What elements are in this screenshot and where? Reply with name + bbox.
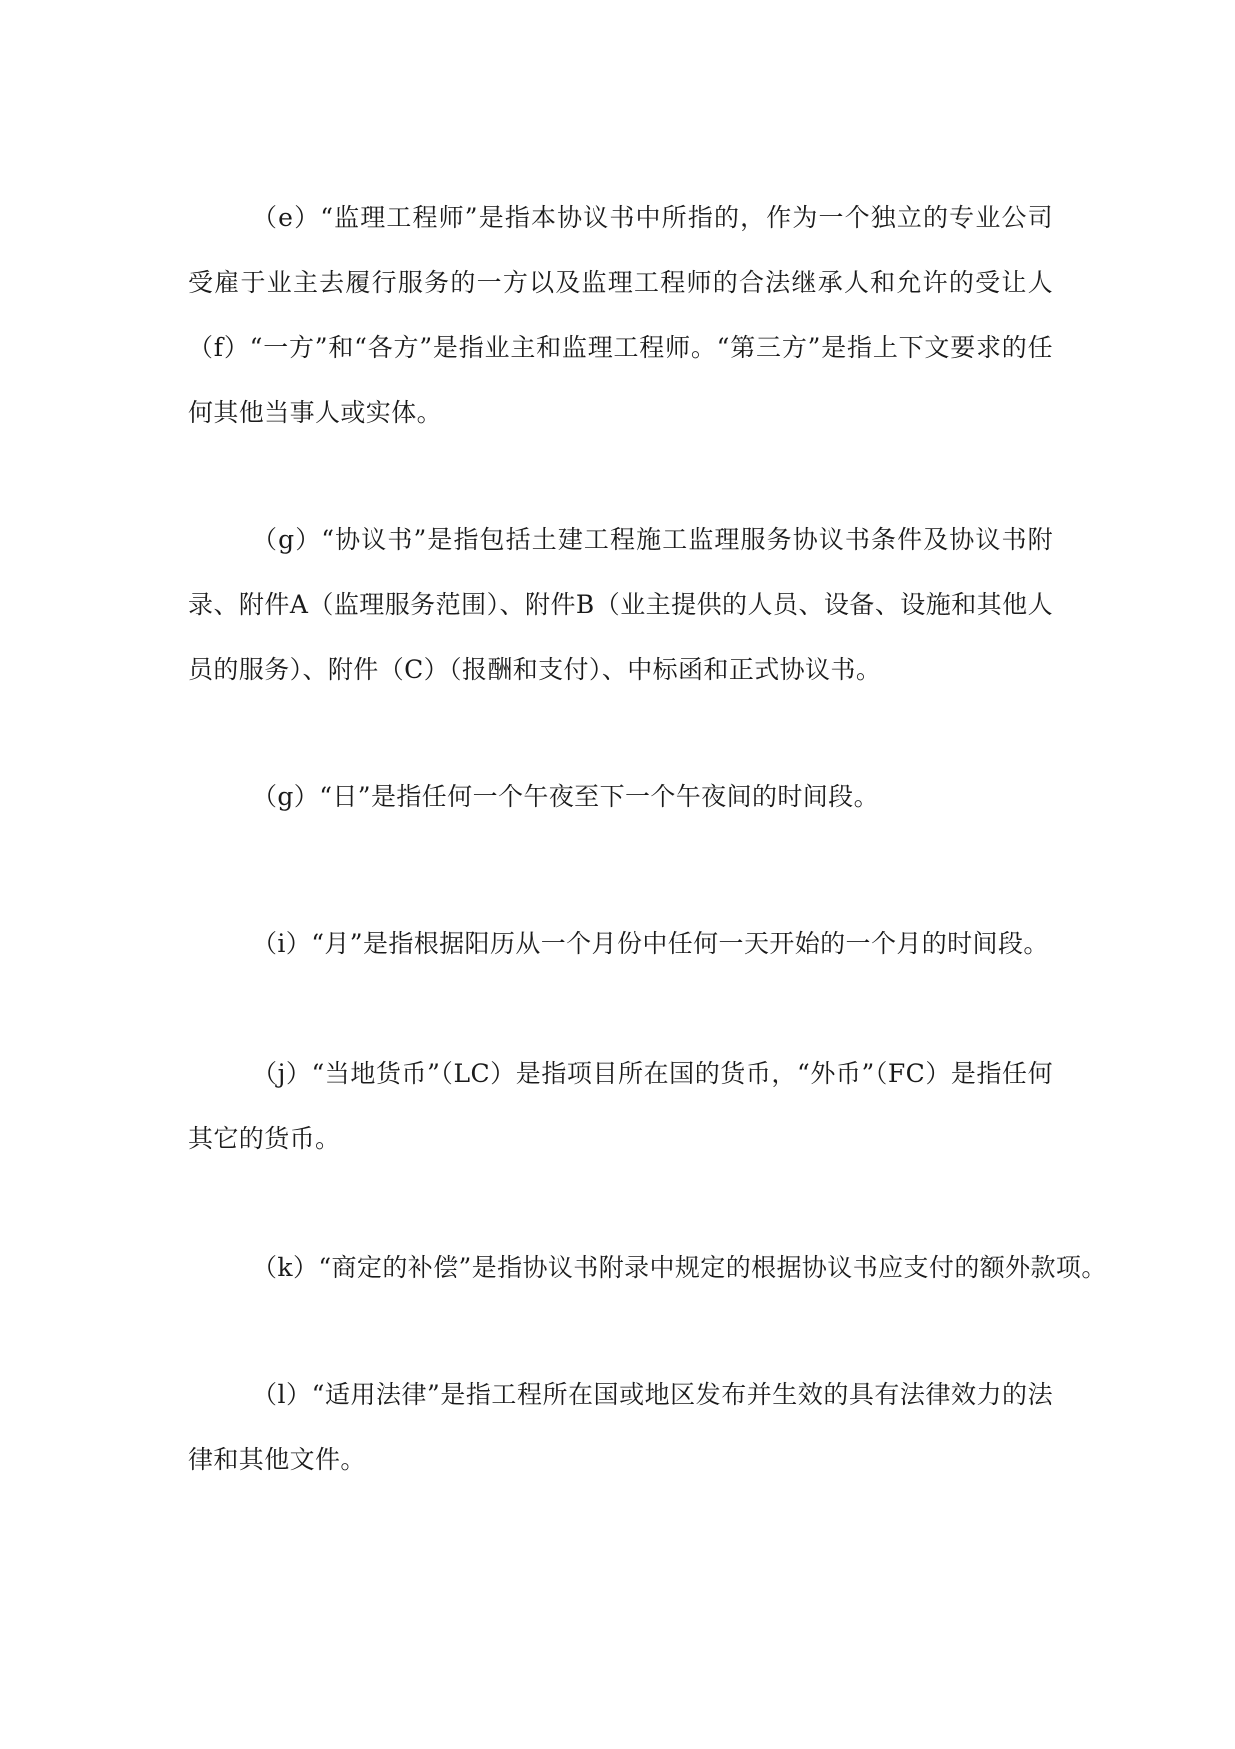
paragraph-supervising-engineer: （e）“监理工程师”是指本协议书中所指的，作为一个独立的专业公司受雇于业主去履行服务的一方以及监理工程师的合法继承人和允许的受让人（f）“一方”和“各方”是指业主和监理工程师。“第三方”是指上下文要求的任何其他当事人或实体。 [188, 203, 1053, 427]
paragraph-applicable-law: （l）“适用法律”是指工程所在国或地区发布并生效的具有法律效力的法律和其他文件。 [188, 1380, 1053, 1474]
paragraph-day: （g）“日”是指任何一个午夜至下一个午夜间的时间段。 [252, 782, 879, 811]
paragraph-currency: （j）“当地货币”（LC）是指项目所在国的货币，“外币”（FC）是指任何其它的货币。 [188, 1059, 1053, 1153]
paragraph-agreed-compensation: （k）“商定的补偿”是指协议书附录中规定的根据协议书应支付的额外款项。 [252, 1253, 1107, 1282]
paragraph-agreement: （g）“协议书”是指包括土建工程施工监理服务协议书条件及协议书附录、附件A（监理服务范围）、附件B（业主提供的人员、设备、设施和其他人员的服务）、附件（C）（报酬和支付）、中标函和正式协议书。 [188, 525, 1053, 684]
paragraph-month: （i）“月”是指根据阳历从一个月份中任何一天开始的一个月的时间段。 [252, 929, 1049, 958]
